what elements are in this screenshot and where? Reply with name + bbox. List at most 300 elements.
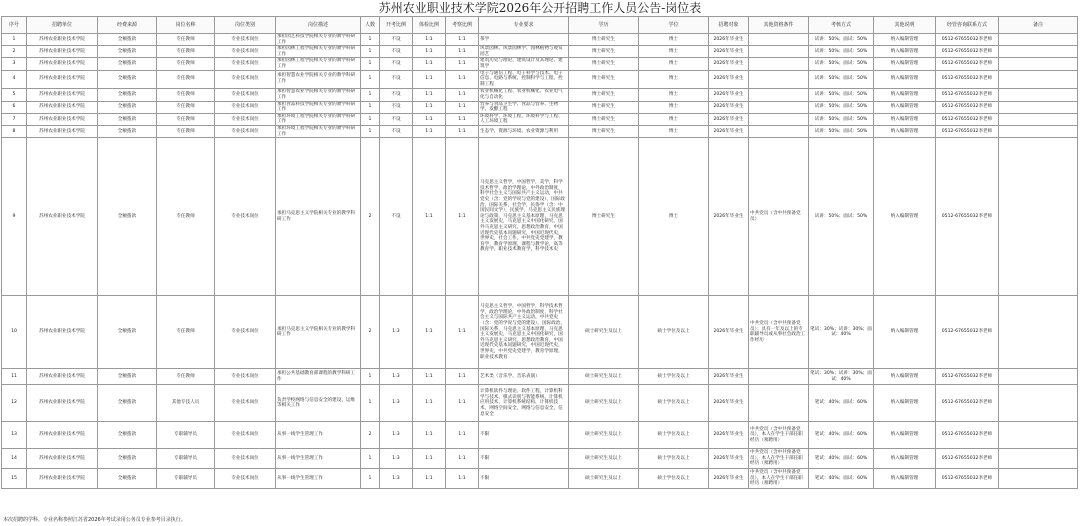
cell-col-employer: 苏州农业职业技术学院 [27,34,98,46]
cell-col-target: 2026年毕业生 [709,113,749,125]
cell-col-remarks [999,113,1078,125]
cell-col-other-notes: 纳入编制管理 [874,422,936,449]
cell-col-post-type: 专业技术岗位 [215,422,276,449]
cell-col-target: 2026年毕业生 [709,449,749,469]
cell-col-physical-ratio: 1:1 [413,469,446,489]
cell-col-other-notes: 纳入编制管理 [874,101,936,113]
cell-col-contact: 0512-67655032李老师 [936,46,999,58]
cell-col-employer: 苏州农业职业技术学院 [27,385,98,422]
cell-col-post-desc: 承担智慧农业学院相关专业的教学科研工作 [276,88,361,101]
cell-col-other-notes: 纳入编制管理 [874,88,936,101]
cell-col-funding: 全额拨款 [98,385,157,422]
cell-col-target: 2026年毕业生 [709,46,749,58]
cell-col-index: 1 [2,34,27,46]
cell-col-post-desc: 从事一线学生管理工作 [276,422,361,449]
cell-col-other-conditions [749,113,809,125]
cell-col-employer: 苏州农业职业技术学院 [27,46,98,58]
cell-col-degree: 硕士学位及以上 [639,422,709,449]
cell-col-physical-ratio: 1:1 [413,46,446,58]
page-title: 苏州农业职业技术学院2026年公开招聘工作人员公告-岗位表 [378,1,702,15]
cell-col-physical-ratio: 1:1 [413,385,446,422]
cell-col-education: 博士研究生 [569,125,639,137]
cell-col-other-conditions: 中共党员（含中共预备党员） [749,138,809,296]
cell-col-assessment: 试讲：50%；面试：50% [809,113,874,125]
cell-col-post-name: 专任教师 [157,70,215,88]
cell-col-assessment: 笔试：30%；试讲：30%；面试：40% [809,296,874,369]
cell-col-education: 硕士研究生及以上 [569,422,639,449]
cell-col-funding: 全额拨款 [98,46,157,58]
cell-col-assessment: 试讲：50%；面试：50% [809,58,874,70]
cell-col-other-notes: 纳入编制管理 [874,385,936,422]
cell-col-major: 不限 [479,422,569,449]
cell-col-employer: 苏州农业职业技术学院 [27,88,98,101]
cell-col-post-type: 专业技术岗位 [215,88,276,101]
cell-col-degree: 博士 [639,34,709,46]
cell-col-major: 马克思主义哲学，中国哲学，科学技术哲学，政治学理论，中外政治制度，科学社会主义与国际共产主义运动，中共党史（含：党的学说与党的建设），国际政治，国际关系，马克思主义基本原理，马克思主义发展史，马克思主义中国化研究，国外马克思主义研究，思想政治教育，中国近现代史基本问题研究，中国近现代史，世界史，中共党史党建学，教育学原理，职业技术教育 [479,296,569,369]
cell-col-physical-ratio: 1:1 [413,34,446,46]
cell-col-education: 博士研究生 [569,34,639,46]
cell-col-other-notes: 纳入编制管理 [874,138,936,296]
cell-col-contact: 0512-67655032李老师 [936,369,999,385]
cell-col-degree: 博士 [639,101,709,113]
cell-col-other-notes: 纳入编制管理 [874,70,936,88]
header-row [2,17,1078,34]
cell-col-assessment: 试讲：50%；面试：50% [809,101,874,113]
cell-col-post-name: 专任教师 [157,88,215,101]
header-col-post-desc: 岗位描述 [276,17,361,34]
cell-col-post-type: 专业技术岗位 [215,34,276,46]
cell-col-target: 2026年毕业生 [709,422,749,449]
cell-col-education: 博士研究生 [569,113,639,125]
cell-col-degree: 博士 [639,46,709,58]
cell-col-inspection-ratio: 1:1 [446,469,479,489]
cell-col-degree: 硕士学位及以上 [639,385,709,422]
cell-col-contact: 0512-67655032李老师 [936,58,999,70]
cell-col-post-desc: 承担马克思主义学院相关专业的教学科研工作 [276,296,361,369]
table-row [2,70,1078,88]
cell-col-physical-ratio: 1:1 [413,70,446,88]
cell-col-count: 2 [361,296,380,369]
cell-col-contact: 0512-67655032李老师 [936,449,999,469]
header-col-other-notes: 其他说明 [874,17,936,34]
cell-col-post-desc: 承担园林工程学院相关专业的教学科研工作 [276,58,361,70]
cell-col-inspection-ratio: 1:1 [446,449,479,469]
cell-col-post-type: 专业技术岗位 [215,369,276,385]
cell-col-exam-ratio: 不设 [380,101,413,113]
cell-col-physical-ratio: 1:1 [413,422,446,449]
header-col-physical-ratio: 体检比例 [413,17,446,34]
cell-col-employer: 苏州农业职业技术学院 [27,369,98,385]
cell-col-contact: 0512-67655032李老师 [936,469,999,489]
cell-col-remarks [999,88,1078,101]
cell-col-index: 5 [2,88,27,101]
cell-col-target: 2026年毕业生 [709,138,749,296]
cell-col-exam-ratio: 1:3 [380,296,413,369]
cell-col-funding: 全额拨款 [98,369,157,385]
cell-col-target: 2026年毕业生 [709,34,749,46]
cell-col-inspection-ratio: 1:1 [446,422,479,449]
cell-col-post-type: 专业技术岗位 [215,113,276,125]
cell-col-index: 2 [2,46,27,58]
cell-col-count: 1 [361,449,380,469]
header-col-funding: 经费来源 [98,17,157,34]
cell-col-physical-ratio: 1:1 [413,449,446,469]
cell-col-education: 硕士研究生及以上 [569,469,639,489]
cell-col-education: 博士研究生 [569,70,639,88]
cell-col-post-name: 专职辅导员 [157,449,215,469]
cell-col-remarks [999,58,1078,70]
cell-col-degree: 博士 [639,113,709,125]
header-col-contact: 经管咨询联系方式 [936,17,999,34]
header-col-count: 人数 [361,17,380,34]
header-col-exam-ratio: 开考比例 [380,17,413,34]
cell-col-education: 博士研究生 [569,58,639,70]
cell-col-inspection-ratio: 1:1 [446,369,479,385]
cell-col-physical-ratio: 1:1 [413,369,446,385]
cell-col-physical-ratio: 1:1 [413,113,446,125]
cell-col-inspection-ratio: 1:1 [446,101,479,113]
cell-col-count: 1 [361,101,380,113]
cell-col-inspection-ratio: 1:1 [446,113,479,125]
cell-col-exam-ratio: 不设 [380,46,413,58]
cell-col-contact: 0512-67655032李老师 [936,385,999,422]
cell-col-target: 2026年毕业生 [709,88,749,101]
cell-col-post-name: 专任教师 [157,369,215,385]
cell-col-post-type: 专业技术岗位 [215,125,276,137]
cell-col-count: 1 [361,46,380,58]
cell-col-major: 环境科学、环境工程、环境科学与工程、人工环境工程 [479,113,569,125]
cell-col-count: 1 [361,70,380,88]
cell-col-funding: 全额拨款 [98,296,157,369]
cell-col-contact: 0512-67655032李老师 [936,101,999,113]
header-col-remarks: 备注 [999,17,1078,34]
cell-col-index: 7 [2,113,27,125]
header-col-index: 序号 [2,17,27,34]
cell-col-remarks [999,422,1078,449]
cell-col-employer: 苏州农业职业技术学院 [27,70,98,88]
cell-col-assessment: 笔试：40%；面试：60% [809,449,874,469]
cell-col-other-conditions [749,101,809,113]
header-col-employer: 招聘单位 [27,17,98,34]
cell-col-funding: 全额拨款 [98,101,157,113]
cell-col-post-name: 专任教师 [157,46,215,58]
cell-col-assessment: 笔试：40%；面试：60% [809,422,874,449]
cell-col-major: 计算机软件与理论、软件工程，计算机科学与技术、模式识别与智能系统，计算机应用技术，计算机系统结构，计算机技术，网络空间安全，网络与信息安全，信息安全 [479,385,569,422]
cell-col-post-desc: 承担环境工程学院相关专业的教学科研工作 [276,113,361,125]
cell-col-post-name: 专任教师 [157,125,215,137]
cell-col-count: 1 [361,34,380,46]
footer-note: 本次招聘的学科、专业名称参照江苏省2026年考试录用公务员专业参考目录执行。 [3,517,186,523]
cell-col-target: 2026年毕业生 [709,125,749,137]
cell-col-exam-ratio: 不设 [380,125,413,137]
table-row [2,34,1078,46]
cell-col-major: 农业机械化工程、农业机械化、农业电气化与自动化 [479,88,569,101]
cell-col-post-type: 专业技术岗位 [215,385,276,422]
cell-col-funding: 全额拨款 [98,138,157,296]
cell-col-post-desc: 承担园艺科技学院相关专业的教学科研工作 [276,34,361,46]
cell-col-major: 茶学 [479,34,569,46]
cell-col-remarks [999,296,1078,369]
header-col-target: 招聘对象 [709,17,749,34]
cell-col-assessment: 试讲：50%；面试：50% [809,88,874,101]
cell-col-employer: 苏州农业职业技术学院 [27,113,98,125]
table-row [2,101,1078,113]
table-row [2,385,1078,422]
cell-col-major: 不限 [479,469,569,489]
table-row [2,469,1078,489]
cell-col-count: 1 [361,369,380,385]
cell-col-post-desc: 承担马克思主义学院相关专业的教学科研工作 [276,138,361,296]
cell-col-assessment: 试讲：50%；面试：50% [809,70,874,88]
cell-col-assessment: 笔试：40%；面试：60% [809,469,874,489]
header-col-post-type: 岗位类别 [215,17,276,34]
table-row [2,88,1078,101]
cell-col-degree: 博士 [639,138,709,296]
cell-col-remarks [999,449,1078,469]
cell-col-target: 2026年毕业生 [709,101,749,113]
cell-col-post-type: 专业技术岗位 [215,46,276,58]
cell-col-major: 风景园林、风景园林学、园林植物与观赏园艺 [479,46,569,58]
cell-col-other-conditions [749,46,809,58]
cell-col-physical-ratio: 1:1 [413,101,446,113]
cell-col-inspection-ratio: 1:1 [446,88,479,101]
cell-col-funding: 全额拨款 [98,469,157,489]
cell-col-inspection-ratio: 1:1 [446,296,479,369]
header-col-inspection-ratio: 考察比例 [446,17,479,34]
cell-col-inspection-ratio: 1:1 [446,138,479,296]
cell-col-post-name: 专任教师 [157,296,215,369]
cell-col-other-conditions [749,385,809,422]
cell-col-other-conditions [749,125,809,137]
cell-col-index: 6 [2,101,27,113]
cell-col-remarks [999,469,1078,489]
cell-col-other-notes: 纳入编制管理 [874,449,936,469]
cell-col-education: 博士研究生 [569,46,639,58]
cell-col-major: 电子与通信工程、电子科学与技术、电子信息、电路与系统、控制科学与工程、控制工程 [479,70,569,88]
cell-col-contact: 0512-67655032李老师 [936,34,999,46]
cell-col-index: 8 [2,125,27,137]
cell-col-funding: 全额拨款 [98,113,157,125]
cell-col-major: 建筑历史与理论、建筑设计及其理论、建筑学 [479,58,569,70]
table-row [2,296,1078,369]
cell-col-exam-ratio: 不设 [380,88,413,101]
table-row [2,449,1078,469]
table-row [2,138,1078,296]
table-row [2,125,1078,137]
cell-col-physical-ratio: 1:1 [413,88,446,101]
cell-col-index: 9 [2,138,27,296]
cell-col-count: 1 [361,113,380,125]
cell-col-target: 2026年毕业生 [709,296,749,369]
cell-col-employer: 苏州农业职业技术学院 [27,125,98,137]
cell-col-remarks [999,125,1078,137]
cell-col-post-desc: 承担环境工程学院相关专业的教学科研工作 [276,125,361,137]
cell-col-target: 2026年毕业生 [709,58,749,70]
cell-col-post-desc: 负责学校网络与信息安全的建设、运维等相关工作 [276,385,361,422]
cell-col-post-desc: 承担园林工程学院相关专业的教学科研工作 [276,46,361,58]
cell-col-exam-ratio: 1:3 [380,385,413,422]
cell-col-education: 博士研究生 [569,138,639,296]
cell-col-education: 博士研究生 [569,101,639,113]
header-col-degree: 学位 [639,17,709,34]
cell-col-funding: 全额拨款 [98,34,157,46]
cell-col-inspection-ratio: 1:1 [446,385,479,422]
cell-col-other-notes: 纳入编制管理 [874,46,936,58]
cell-col-post-type: 专业技术岗位 [215,101,276,113]
header-col-major: 专业要求 [479,17,569,34]
cell-col-remarks [999,46,1078,58]
cell-col-post-type: 专业技术岗位 [215,138,276,296]
cell-col-post-type: 专业技术岗位 [215,469,276,489]
cell-col-major: 不限 [479,449,569,469]
cell-col-count: 2 [361,138,380,296]
cell-col-post-desc: 承担公共基础教育部课程的教学科研工作 [276,369,361,385]
cell-col-employer: 苏州农业职业技术学院 [27,469,98,489]
cell-col-physical-ratio: 1:1 [413,58,446,70]
cell-col-funding: 全额拨款 [98,125,157,137]
cell-col-assessment: 试讲：50%；面试：50% [809,34,874,46]
cell-col-assessment: 试讲：50%；面试：50% [809,46,874,58]
cell-col-post-desc: 从事一线学生管理工作 [276,449,361,469]
cell-col-index: 14 [2,449,27,469]
cell-col-inspection-ratio: 1:1 [446,46,479,58]
cell-col-other-notes: 纳入编制管理 [874,113,936,125]
cell-col-education: 硕士研究生及以上 [569,385,639,422]
cell-col-exam-ratio: 1:3 [380,422,413,449]
cell-col-index: 11 [2,369,27,385]
cell-col-target: 2026年毕业生 [709,369,749,385]
cell-col-index: 4 [2,70,27,88]
cell-col-funding: 全额拨款 [98,88,157,101]
cell-col-post-name: 其他专技人员 [157,385,215,422]
cell-col-count: 1 [361,385,380,422]
cell-col-contact: 0512-67655032李老师 [936,422,999,449]
cell-col-major: 马克思主义哲学，中国哲学，美学，科学技术哲学，政治学理论，中外政治制度，科学社会主义与国际共产主义运动，中共党史（含：党的学说与党的建设），国际政治，国际关系，社会学，民俗学（含：中国民间文学），民族学，马克思主义民族理论与政策，马克思主义基本原理，马克思主义发展史，马克思主义中国化研究，国外马克思主义研究，思想政治教育，中国近现代史基本问题研究，中国近现代史，世界史，社会工作，中共党史党建学，教育学，教育学原理，课程与教学论，高等教育学，职业技术教育学，科学技术史 [479,138,569,296]
cell-col-count: 2 [361,422,380,449]
cell-col-education: 硕士研究生及以上 [569,369,639,385]
cell-col-funding: 全额拨款 [98,58,157,70]
cell-col-degree: 博士 [639,125,709,137]
cell-col-major: 营养与食品卫生学、食品与营养、生物学、发酵工程 [479,101,569,113]
cell-col-employer: 苏州农业职业技术学院 [27,138,98,296]
cell-col-employer: 苏州农业职业技术学院 [27,58,98,70]
cell-col-exam-ratio: 不设 [380,34,413,46]
cell-col-post-name: 专任教师 [157,113,215,125]
cell-col-contact: 0512-67655032李老师 [936,88,999,101]
table-row [2,46,1078,58]
cell-col-post-type: 专业技术岗位 [215,449,276,469]
cell-col-physical-ratio: 1:1 [413,138,446,296]
cell-col-inspection-ratio: 1:1 [446,70,479,88]
cell-col-post-name: 专职辅导员 [157,422,215,449]
cell-col-index: 3 [2,58,27,70]
cell-col-post-name: 专职辅导员 [157,469,215,489]
cell-col-inspection-ratio: 1:1 [446,125,479,137]
cell-col-post-name: 专任教师 [157,101,215,113]
cell-col-other-conditions: 中共党员（含中共预备党员），本人在学生干部任职经历（须聘用） [749,422,809,449]
cell-col-post-desc: 从事一线学生管理工作 [276,469,361,489]
cell-col-remarks [999,138,1078,296]
cell-col-other-notes: 纳入编制管理 [874,34,936,46]
cell-col-funding: 全额拨款 [98,449,157,469]
cell-col-remarks [999,34,1078,46]
cell-col-index: 13 [2,422,27,449]
cell-col-post-type: 专业技术岗位 [215,70,276,88]
header-col-post-name: 岗位名称 [157,17,215,34]
cell-col-other-conditions: 中共党员（含中共预备党员）；具有一年及以上的专职辅导员或从事社会政治工作经历 [749,296,809,369]
table-row [2,58,1078,70]
cell-col-post-desc: 承担智慧农业学院相关专业的教学科研工作 [276,70,361,88]
cell-col-other-notes: 纳入编制管理 [874,58,936,70]
cell-col-exam-ratio: 不设 [380,138,413,296]
cell-col-other-notes: 纳入编制管理 [874,369,936,385]
cell-col-other-conditions: 中共党员（含中共预备党员），本人在学生干部任职经历（须聘用） [749,449,809,469]
cell-col-employer: 苏州农业职业技术学院 [27,101,98,113]
cell-col-exam-ratio: 不设 [380,70,413,88]
cell-col-education: 博士研究生 [569,88,639,101]
cell-col-assessment: 试讲：50%；面试：50% [809,125,874,137]
cell-col-post-type: 专业技术岗位 [215,58,276,70]
cell-col-degree: 博士 [639,58,709,70]
header-col-other-conditions: 其他资格条件 [749,17,809,34]
cell-col-post-name: 专任教师 [157,34,215,46]
cell-col-index: 15 [2,469,27,489]
cell-col-inspection-ratio: 1:1 [446,58,479,70]
cell-col-other-notes: 纳入编制管理 [874,125,936,137]
cell-col-exam-ratio: 1:3 [380,369,413,385]
cell-col-funding: 全额拨款 [98,422,157,449]
cell-col-funding: 全额拨款 [98,70,157,88]
cell-col-exam-ratio: 不设 [380,58,413,70]
cell-col-exam-ratio: 1:3 [380,449,413,469]
cell-col-employer: 苏州农业职业技术学院 [27,422,98,449]
cell-col-other-conditions [749,369,809,385]
cell-col-assessment: 试讲：50%；面试：50% [809,138,874,296]
cell-col-remarks [999,70,1078,88]
cell-col-degree: 博士 [639,70,709,88]
cell-col-other-notes: 纳入编制管理 [874,296,936,369]
cell-col-other-conditions [749,34,809,46]
table-row [2,369,1078,385]
cell-col-index: 10 [2,296,27,369]
cell-col-count: 1 [361,58,380,70]
cell-col-physical-ratio: 1:1 [413,125,446,137]
cell-col-remarks [999,385,1078,422]
cell-col-target: 2026年毕业生 [709,70,749,88]
cell-col-education: 硕士研究生及以上 [569,296,639,369]
cell-col-target: 2026年毕业生 [709,469,749,489]
cell-col-degree: 硕士学位及以上 [639,469,709,489]
cell-col-post-type: 专业技术岗位 [215,296,276,369]
cell-col-count: 1 [361,125,380,137]
cell-col-exam-ratio: 不设 [380,113,413,125]
cell-col-count: 1 [361,469,380,489]
cell-col-post-name: 专任教师 [157,138,215,296]
cell-col-assessment: 笔试：30%；试讲：30%；面试：40% [809,369,874,385]
cell-col-degree: 博士 [639,88,709,101]
cell-col-assessment: 笔试：40%；面试：60% [809,385,874,422]
cell-col-employer: 苏州农业职业技术学院 [27,449,98,469]
cell-col-employer: 苏州农业职业技术学院 [27,296,98,369]
cell-col-major: 艺术类（音乐学、音乐表演） [479,369,569,385]
cell-col-other-conditions: 中共党员（含中共预备党员），本人在学生干部任职经历（须聘用） [749,469,809,489]
cell-col-remarks [999,369,1078,385]
cell-col-count: 1 [361,88,380,101]
cell-col-degree: 硕士学位及以上 [639,296,709,369]
cell-col-contact: 0512-67655032李老师 [936,296,999,369]
cell-col-exam-ratio: 1:3 [380,469,413,489]
cell-col-physical-ratio: 1:1 [413,296,446,369]
